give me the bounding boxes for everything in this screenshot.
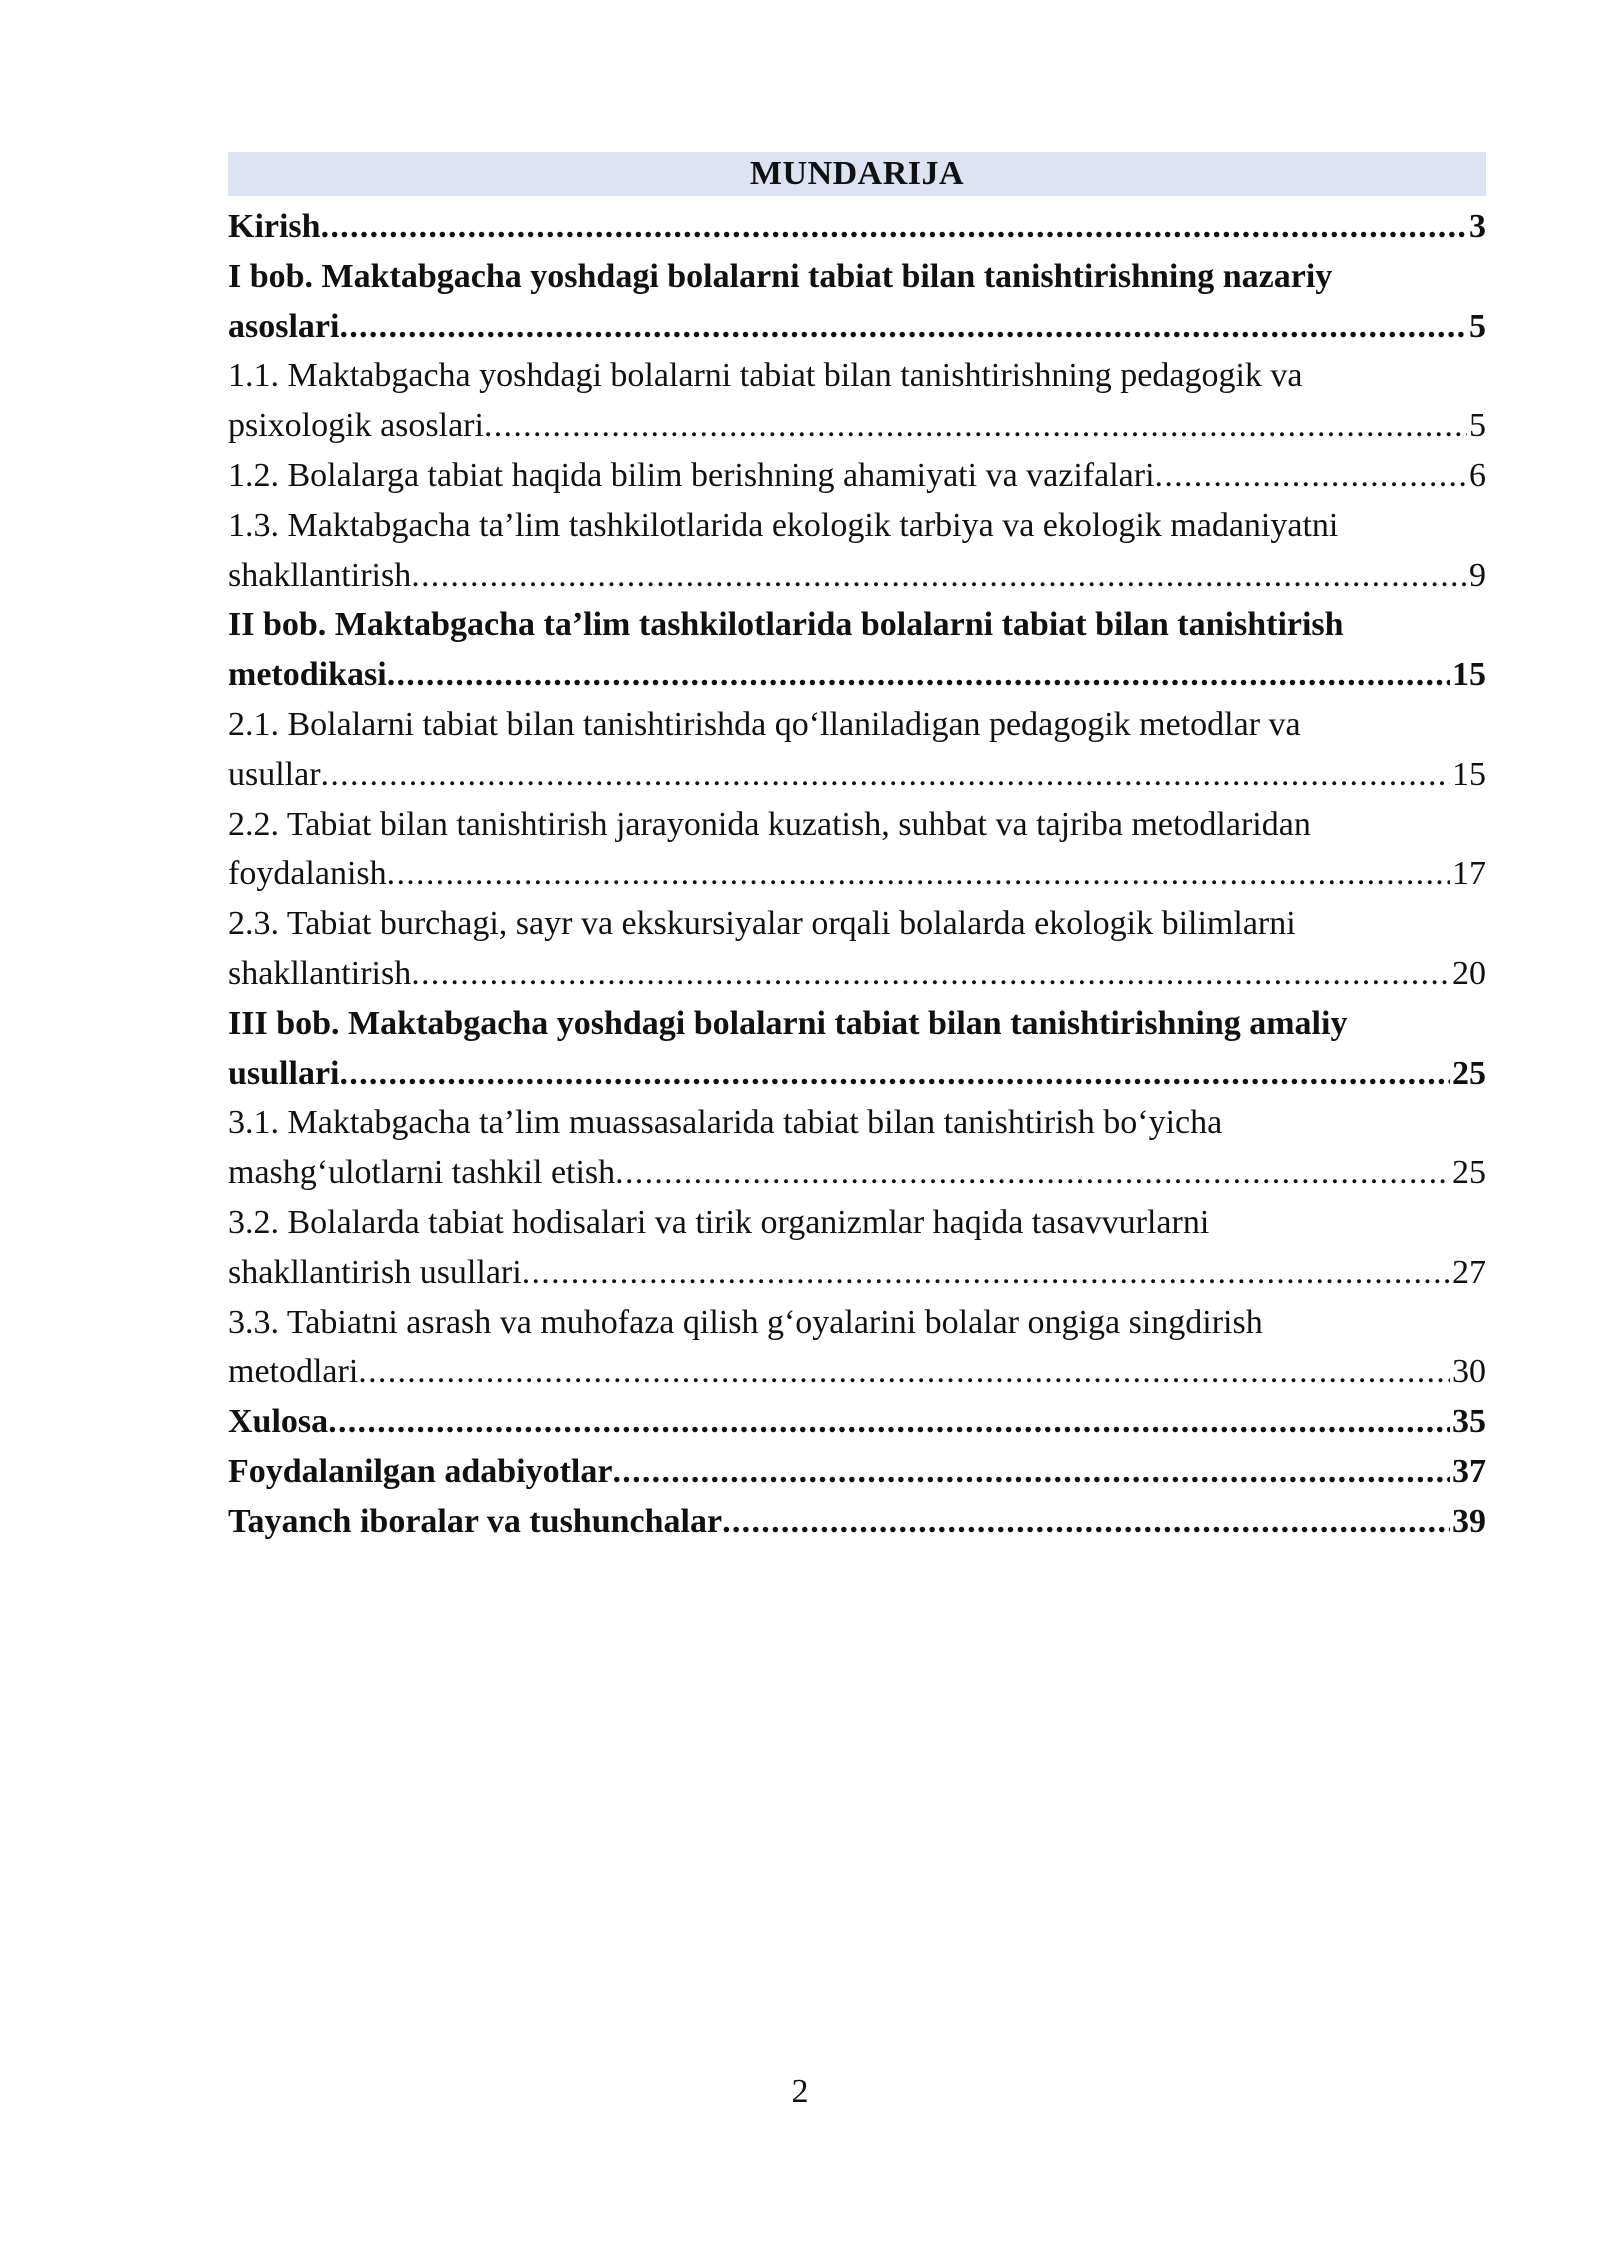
- toc-entry-title: shakllantirish: [228, 954, 412, 992]
- toc-entry[interactable]: [228, 451, 1486, 501]
- toc-entry-page-number: 15: [1452, 755, 1486, 793]
- toc-entry-page-number: 25: [1452, 1154, 1486, 1192]
- toc-entry-title: usullar: [228, 755, 321, 793]
- toc-entry-leader-line: [228, 202, 1486, 252]
- toc-entry[interactable]: [228, 600, 1486, 700]
- toc-entry-title: shakllantirish: [228, 556, 412, 594]
- toc-entry-leader-line: [228, 451, 1486, 501]
- dot-leader: [321, 202, 1467, 252]
- toc-entry-leader-line: [228, 302, 1486, 352]
- dot-leader: [411, 551, 1467, 601]
- dot-leader: [358, 1347, 1450, 1397]
- toc-entry-leader-line: [228, 1347, 1486, 1397]
- toc-entry-title: Kirish: [228, 208, 321, 245]
- toc-entry[interactable]: [228, 501, 1486, 601]
- toc-entry-title: mashg‘ulotlarni tashkil etish: [228, 1154, 616, 1192]
- toc-entry-page-number: 15: [1452, 656, 1486, 694]
- toc-entry-title-line: 3.2. Bolalarda tabiat hodisalari va tirik organizmlar haqida tasavvurlarni: [228, 1203, 1210, 1241]
- toc-entry-title-line: 2.3. Tabiat burchagi, sayr va ekskursiyalar orqali bolalarda ekologik bilimlarni: [228, 905, 1296, 943]
- toc-entry-title-line: I bob. Maktabgacha yoshdagi bolalarni tabiat bilan tanishtirishning nazariy: [228, 257, 1333, 295]
- toc-entry-title: metodikasi: [228, 656, 387, 694]
- toc-entry-title: Tayanch iboralar va tushunchalar: [228, 1502, 723, 1540]
- dot-leader: [1155, 451, 1467, 501]
- dot-leader: [484, 401, 1467, 451]
- toc-entry-leader-line: [228, 401, 1486, 451]
- toc-entry-leader-line: [228, 949, 1486, 999]
- dot-leader: [612, 1447, 1450, 1497]
- toc-entry-leader-line: [228, 1497, 1486, 1547]
- toc-entry-title: Foydalanilgan adabiyotlar: [228, 1452, 613, 1490]
- toc-entry-title-line: 3.3. Tabiatni asrash va muhofaza qilish g‘oyalarini bolalar ongiga singdirish: [228, 1303, 1263, 1341]
- toc-entry[interactable]: [228, 800, 1486, 900]
- dot-leader: [722, 1497, 1450, 1547]
- toc-entry-title: usullari: [228, 1054, 340, 1092]
- page-number: 2: [791, 2073, 809, 2110]
- dot-leader: [411, 949, 1450, 999]
- toc-entry-leader-line: [228, 1248, 1486, 1298]
- toc-entry-title-line: II bob. Maktabgacha ta’lim tashkilotlarida bolalarni tabiat bilan tanishtirish: [228, 606, 1344, 644]
- dot-leader: [328, 1397, 1450, 1447]
- toc-entry[interactable]: [228, 1497, 1486, 1547]
- toc-entry[interactable]: [228, 1298, 1486, 1398]
- toc-entry-title-line: 1.1. Maktabgacha yoshdagi bolalarni tabiat bilan tanishtirishning pedagogik va: [228, 357, 1303, 395]
- toc-entry[interactable]: [228, 1198, 1486, 1298]
- toc-entry[interactable]: [228, 700, 1486, 800]
- toc-heading: MUNDARIJA: [228, 152, 1486, 196]
- toc-entry-title: psixologik asoslari: [228, 407, 484, 445]
- toc-entry-leader-line: [228, 849, 1486, 899]
- toc-entry-title-line: 2.2. Tabiat bilan tanishtirish jarayonida kuzatish, suhbat va tajriba metodlaridan: [228, 805, 1311, 843]
- dot-leader: [387, 849, 1450, 899]
- dot-leader: [387, 650, 1450, 700]
- toc-entry-title-line: 2.1. Bolalarni tabiat bilan tanishtirishda qo‘llaniladigan pedagogik metodlar va: [228, 705, 1301, 743]
- toc-entry-page-number: 20: [1452, 954, 1486, 992]
- toc-entry[interactable]: [228, 252, 1486, 352]
- toc-entry-title: asoslari: [228, 307, 340, 345]
- toc-entry[interactable]: [228, 1447, 1486, 1497]
- toc-entry-leader-line: [228, 551, 1486, 601]
- toc-entry-title-line: III bob. Maktabgacha yoshdagi bolalarni tabiat bilan tanishtirishning amaliy: [228, 1004, 1348, 1042]
- toc-entry-page-number: 5: [1469, 307, 1486, 345]
- dot-leader: [321, 750, 1450, 800]
- toc-entry-title: foydalanish: [228, 855, 387, 893]
- toc-entry-title: 1.2. Bolalarga tabiat haqida bilim berishning ahamiyati va vazifalari: [228, 456, 1155, 494]
- toc-entry[interactable]: [228, 351, 1486, 451]
- toc-entry-page-number: 3: [1469, 208, 1486, 245]
- toc-entry-page-number: 27: [1452, 1253, 1486, 1291]
- toc-entry-title: metodlari: [228, 1353, 359, 1391]
- dot-leader: [522, 1248, 1450, 1298]
- toc-entry-title: shakllantirish usullari: [228, 1253, 522, 1291]
- toc-entry-leader-line: [228, 1049, 1486, 1099]
- toc-entry-page-number: 9: [1469, 556, 1486, 594]
- toc-entry-leader-line: [228, 1447, 1486, 1497]
- toc-entry[interactable]: [228, 1397, 1486, 1447]
- toc-entry[interactable]: [228, 899, 1486, 999]
- toc-entry[interactable]: [228, 202, 1486, 252]
- toc-entry-page-number: 35: [1452, 1403, 1486, 1441]
- toc-entry-page-number: 17: [1452, 855, 1486, 893]
- toc-entry[interactable]: [228, 999, 1486, 1099]
- toc-entry[interactable]: [228, 1098, 1486, 1198]
- toc-entry-leader-line: [228, 650, 1486, 700]
- document-page: [228, 152, 1486, 1547]
- table-of-contents: [228, 202, 1486, 1547]
- toc-entry-page-number: 37: [1452, 1452, 1486, 1490]
- toc-entry-title: Xulosa: [228, 1403, 329, 1441]
- toc-entry-leader-line: [228, 1148, 1486, 1198]
- toc-entry-title-line: 1.3. Maktabgacha ta’lim tashkilotlarida ekologik tarbiya va ekologik madaniyatni: [228, 506, 1339, 544]
- dot-leader: [339, 302, 1467, 352]
- toc-entry-leader-line: [228, 750, 1486, 800]
- toc-entry-page-number: 39: [1452, 1502, 1486, 1540]
- dot-leader: [615, 1148, 1450, 1198]
- toc-entry-page-number: 6: [1469, 456, 1486, 494]
- toc-entry-page-number: 5: [1469, 407, 1486, 445]
- toc-entry-title-line: 3.1. Maktabgacha ta’lim muassasalarida tabiat bilan tanishtirish bo‘yicha: [228, 1104, 1223, 1142]
- dot-leader: [339, 1049, 1450, 1099]
- toc-entry-page-number: 30: [1452, 1353, 1486, 1391]
- toc-entry-leader-line: [228, 1397, 1486, 1447]
- toc-entry-page-number: 25: [1452, 1054, 1486, 1092]
